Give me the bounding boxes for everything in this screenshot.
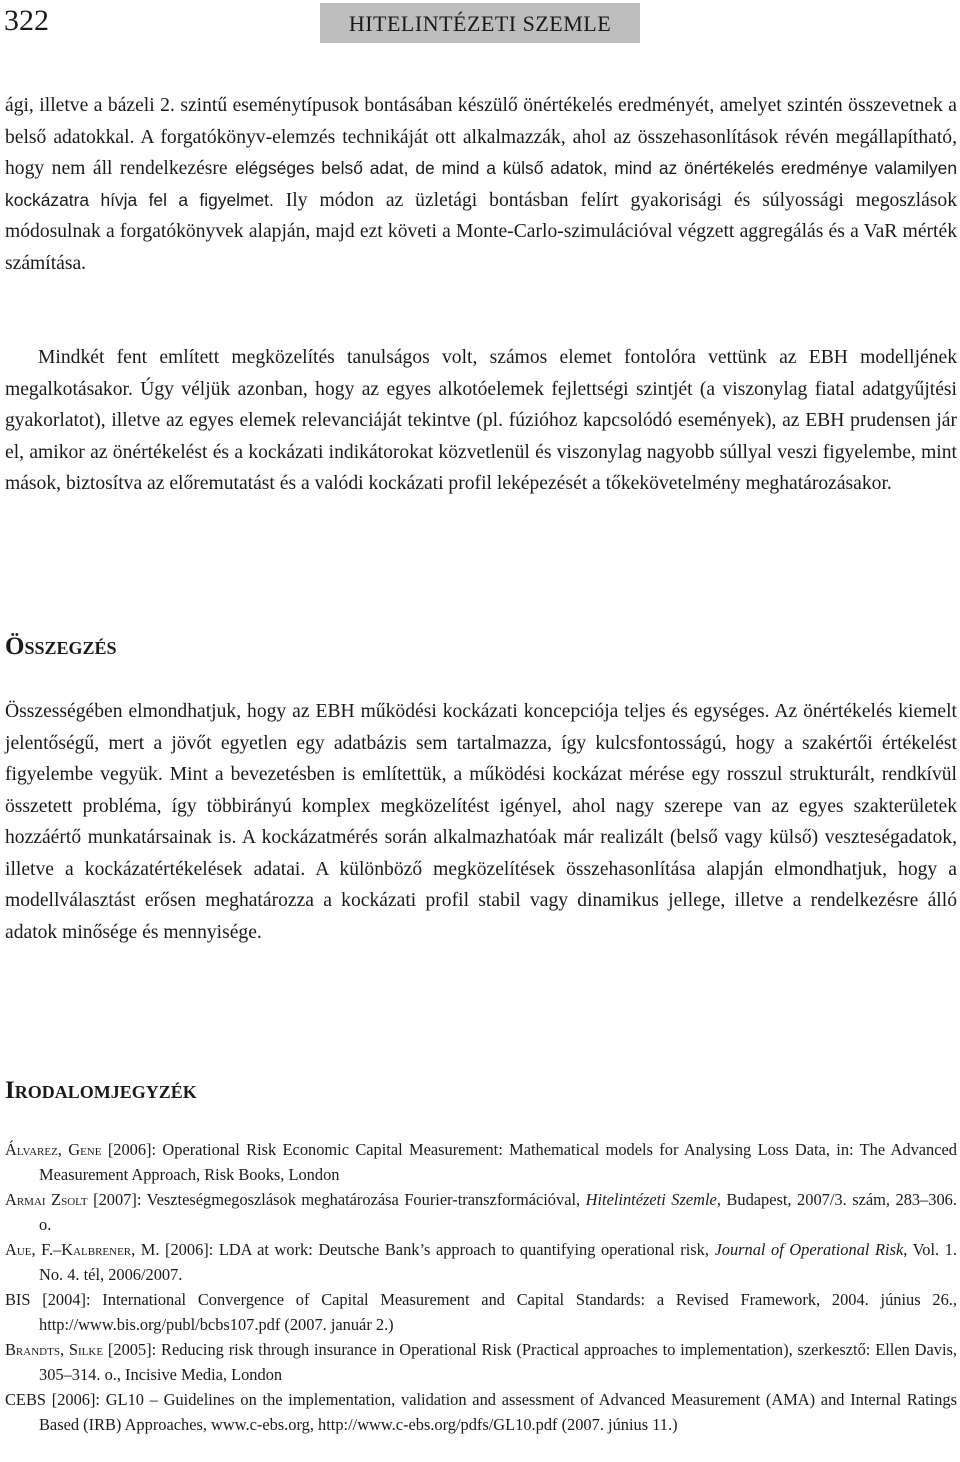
- reference-text: BIS [2004]: International Convergence of Capital Measurement and Capital Standards: a Revised Framework, 2004. június 26., http://www.bis.org/publ/bcbs107.pdf (2007. január 2.): [5, 1290, 957, 1334]
- reference-text: [2005]: Reducing risk through insurance in Operational Risk (Practical approaches to implementation), szerkesztő: Ellen Davis, 305–314. o., Incisive Media, London: [39, 1340, 957, 1384]
- paragraph-text-sans: elégséges belső adat, de mind a külső adatok, mind az önértékelés eredménye valamilyen kockázatra hívja fel a figyelmet.: [5, 158, 957, 210]
- body-text: [5, 90, 957, 279]
- reference-text: [2006]: LDA at work: Deutsche Bank’s approach to quantifying operational risk,: [159, 1240, 715, 1259]
- section-heading-references: Irodalomjegyzék: [5, 1077, 197, 1104]
- paragraph-scenario-analysis: [5, 90, 957, 279]
- reference-text: , Vol. 1. No. 4. tél, 2006/2007.: [39, 1240, 957, 1284]
- reference-author: Aue, F.–Kalbrener, M.: [5, 1240, 160, 1259]
- paragraph-ebh-approach: Mindkét fent említett megközelítés tanulságos volt, számos elemet fontolóra vettünk az EBH modelljének megalkotásakor. Úgy véljük azonban, hogy az egyes alkotóelemek fejlettségi szintjét (a viszonylag fiatal adatgyűjtési gyakorlatot), illetve az egyes elemek relevanciáját tekintve (pl. fúzióhoz kapcsolódó események), az EBH prudensen jár el, amikor az önértékelést és a kockázati indikátorokat közvetlenül és viszonylag nagyobb súllyal veszi figyelembe, mint mások, biztosítva az előremutatást és a valódi kockázati profil leképezését a tőkekövetelmény meghatározásakor.: [5, 347, 957, 494]
- reference-item: [5, 1237, 957, 1287]
- reference-text: CEBS [2006]: GL10 – Guidelines on the implementation, validation and assessment of Advanced Measurement (AMA) and Internal Ratings Based (IRB) Approaches, www.c-ebs.org, http://www.c-ebs.org/pdfs/GL10.pdf (2007. június 11.): [5, 1390, 957, 1434]
- section-heading-summary: Összegzés: [5, 633, 117, 660]
- summary-text: [5, 696, 957, 948]
- reference-item: [5, 1187, 957, 1237]
- reference-author: Armai Zsolt: [5, 1190, 88, 1209]
- reference-item: [5, 1287, 957, 1337]
- page-number: 322: [4, 4, 49, 37]
- reference-list: [5, 1137, 957, 1437]
- journal-title: HITELINTÉZETI SZEMLE: [348, 11, 612, 36]
- reference-item: [5, 1387, 957, 1437]
- paragraph-summary: Összességében elmondhatjuk, hogy az EBH működési kockázati koncepciója teljes és egységes. Az önértékelés kiemelt jelentőségű, mert a jövőt egyetlen egy adatbázis sem tartalmazza, így kulcsfontosságú, hogy a szakértői értékelést figyelembe vegyük. Mint a bevezetésben is említettük, a működési kockázat mérése egy rosszul strukturált, rendkívül összetett probléma, így többirányú komplex megközelítést igényel, ahol nagy szerepe van az egyes szakterületek hozzáértő munkatársainak is. A kockázatmérés során alkalmazhatóak már realizált (belső vagy külső) veszteségadatok, illetve a kockázatértékelések adatai. A különböző megközelítések összehasonlítása alapján elmondhatjuk, hogy a modellválasztást erősen meghatározza a kockázati profil stabil vagy dinamikus jellege, illetve a rendelkezésre álló adatok minősége és mennyisége.: [5, 701, 957, 943]
- paragraph-text: Ily módon az üzletági bontásban felírt gyakorisági és súlyossági megoszlások módosulnak a forgatókönyvek alapján, majd ezt követi a Monte-Carlo-szimulációval végzett aggregálás és a VaR mérték számítása.: [5, 189, 957, 274]
- reference-text: [2006]: Operational Risk Economic Capital Measurement: Mathematical models for Analysing Loss Data, in: The Advanced Measurement Approach, Risk Books, London: [39, 1140, 957, 1184]
- running-header: [320, 3, 640, 43]
- body-text-2: [5, 342, 957, 500]
- reference-author: Álvarez, Gene: [5, 1140, 102, 1159]
- reference-journal: Hitelintézeti Szemle: [585, 1190, 717, 1209]
- reference-author: Brandts, Silke: [5, 1340, 104, 1359]
- reference-journal: Journal of Operational Risk: [714, 1240, 904, 1259]
- reference-item: [5, 1337, 957, 1387]
- reference-text: [2007]: Veszteségmegoszlások meghatározása Fourier-transzformációval,: [87, 1190, 586, 1209]
- paragraph-text: ági, illetve a bázeli 2. szintű eseménytípusok bontásában készülő önértékelés eredményét, amelyet szintén összevetnek a belső adatokkal. A forgatókönyv-elemzés technikáját ott alkalmazzák, ahol az összehasonlítások révén megállapítható, hogy nem áll rendelkezésre: [5, 95, 957, 179]
- reference-item: [5, 1137, 957, 1187]
- reference-text: , Budapest, 2007/3. szám, 283–306. o.: [39, 1190, 957, 1234]
